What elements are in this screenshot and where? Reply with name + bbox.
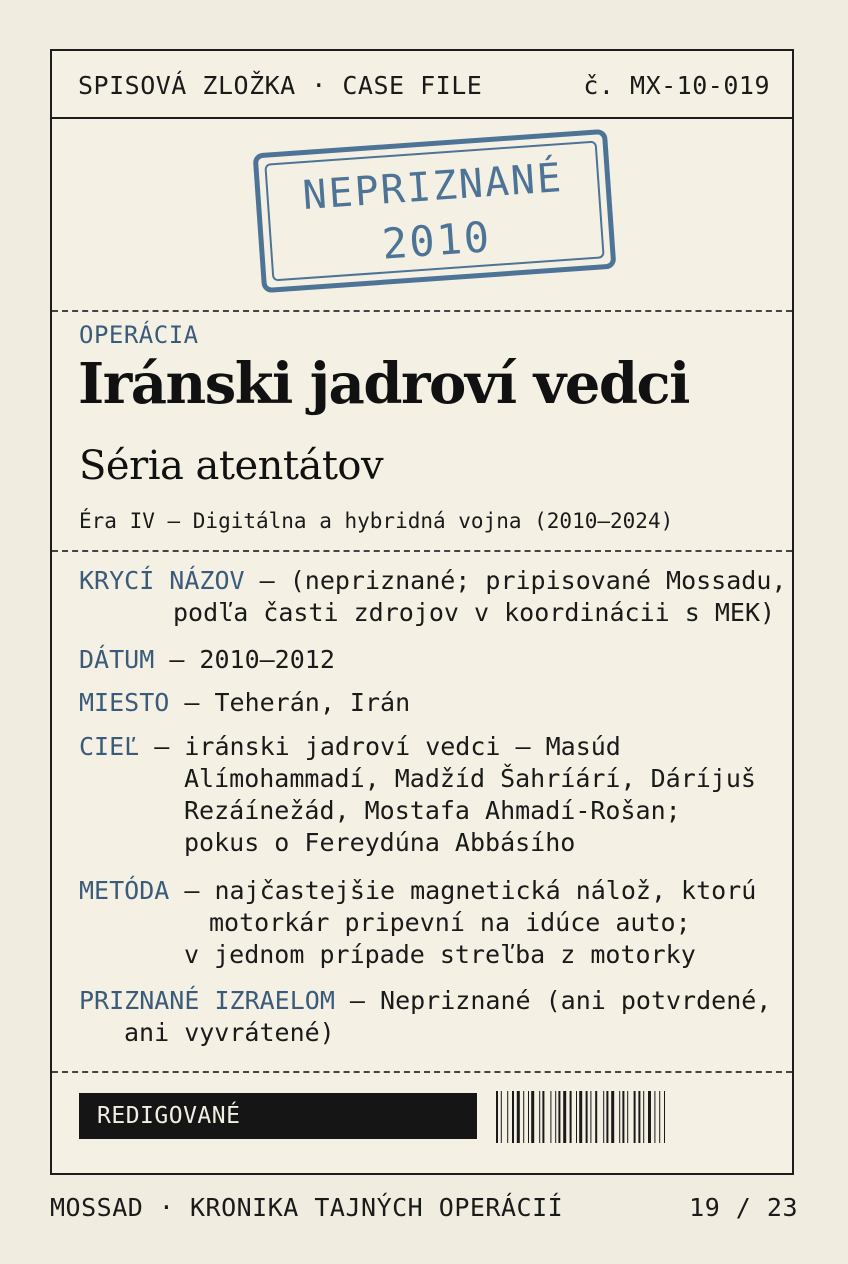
field-key: KRYCÍ NÁZOV <box>79 566 245 595</box>
barcode-bar <box>512 1091 514 1143</box>
case-file-header <box>52 51 792 119</box>
barcode-bar <box>654 1091 655 1143</box>
barcode-bar <box>523 1091 524 1143</box>
field-value: — Teherán, Irán <box>169 688 411 717</box>
barcode-bar <box>659 1091 660 1143</box>
barcode-bar <box>638 1091 640 1143</box>
field-key: METÓDA <box>79 876 170 905</box>
field-value: — 2010–2012 <box>154 645 335 674</box>
operation-title: Iránski jadroví vedci <box>78 351 689 417</box>
field-value: — iránski jadroví vedci — Masúd <box>139 732 621 761</box>
field-place <box>79 687 410 719</box>
barcode-bar <box>496 1091 498 1143</box>
case-number: č. MX-10-019 <box>583 71 770 100</box>
field-value-continuation: v jednom prípade streľba z motorky <box>184 940 696 969</box>
barcode-bar <box>542 1091 544 1143</box>
field-value-continuation: pokus o Fereydúna Abbásího <box>184 828 576 857</box>
barcode-bar <box>570 1091 572 1143</box>
barcode-bar <box>501 1091 502 1143</box>
field-target <box>79 731 621 763</box>
barcode-bar <box>550 1091 551 1143</box>
case-file-card <box>50 49 794 1175</box>
barcode-bar <box>664 1091 665 1143</box>
field-value-continuation: Alímohammadí, Madžíd Šahríárí, Dáríjuš <box>184 764 756 793</box>
footer-series-title: MOSSAD · KRONIKA TAJNÝCH OPERÁCIÍ <box>50 1193 564 1222</box>
barcode-bar <box>563 1091 566 1143</box>
header-title: SPISOVÁ ZLOŽKA · CASE FILE <box>78 71 483 100</box>
field-key: CIEĽ <box>79 732 140 761</box>
field-date <box>79 644 335 676</box>
barcode-bar <box>555 1091 556 1143</box>
field-codename <box>79 565 786 597</box>
field-method <box>79 875 756 907</box>
barcode-bar <box>622 1091 624 1143</box>
field-value-continuation: motorkár pripevní na idúce auto; <box>209 908 691 937</box>
divider <box>52 1071 792 1073</box>
barcode-bar <box>627 1091 628 1143</box>
unacknowledged-stamp <box>253 129 617 293</box>
barcode-bar <box>595 1091 597 1143</box>
field-value: — (nepriznané; pripisované Mossadu, <box>244 566 787 595</box>
page-number: 19 / 23 <box>689 1193 798 1222</box>
barcode <box>496 1091 772 1143</box>
barcode-bar <box>576 1091 577 1143</box>
operation-label: OPERÁCIA <box>79 321 199 349</box>
stamp-year: 2010 <box>380 212 493 269</box>
redacted-bar <box>79 1093 477 1139</box>
barcode-bar <box>634 1091 636 1143</box>
barcode-bar <box>619 1091 620 1143</box>
operation-era: Éra IV — Digitálna a hybridná vojna (2010–2024) <box>79 509 674 533</box>
barcode-bar <box>539 1091 540 1143</box>
barcode-bar <box>643 1091 644 1143</box>
barcode-bar <box>586 1091 588 1143</box>
field-key: PRIZNANÉ IZRAELOM <box>79 986 335 1015</box>
barcode-bar <box>531 1091 534 1143</box>
field-value-continuation: ani vyvrátené) <box>124 1018 335 1047</box>
barcode-bar <box>558 1091 560 1143</box>
barcode-bar <box>606 1091 608 1143</box>
divider <box>52 310 792 312</box>
field-value: — najčastejšie magnetická nálož, ktorú <box>169 876 757 905</box>
barcode-bar <box>579 1091 582 1143</box>
barcode-bar <box>590 1091 591 1143</box>
barcode-bar <box>528 1091 529 1143</box>
divider <box>52 550 792 552</box>
field-value: — Nepriznané (ani potvrdené, <box>334 986 772 1015</box>
field-value-continuation: podľa časti zdrojov v koordinácii s MEK) <box>173 598 776 627</box>
field-acknowledged <box>79 985 771 1017</box>
field-key: DÁTUM <box>79 645 155 674</box>
operation-subtitle: Séria atentátov <box>79 443 384 489</box>
barcode-bar <box>603 1091 604 1143</box>
field-value-continuation: Rezáínežád, Mostafa Ahmadí-Rošan; <box>184 796 681 825</box>
field-key: MIESTO <box>79 688 170 717</box>
stamp-status: NEPRIZNANÉ <box>301 155 565 220</box>
barcode-bar <box>507 1091 508 1143</box>
redacted-label: REDIGOVANÉ <box>97 1103 241 1129</box>
barcode-bar <box>611 1091 614 1143</box>
barcode-bar <box>517 1091 520 1143</box>
barcode-bar <box>648 1091 651 1143</box>
